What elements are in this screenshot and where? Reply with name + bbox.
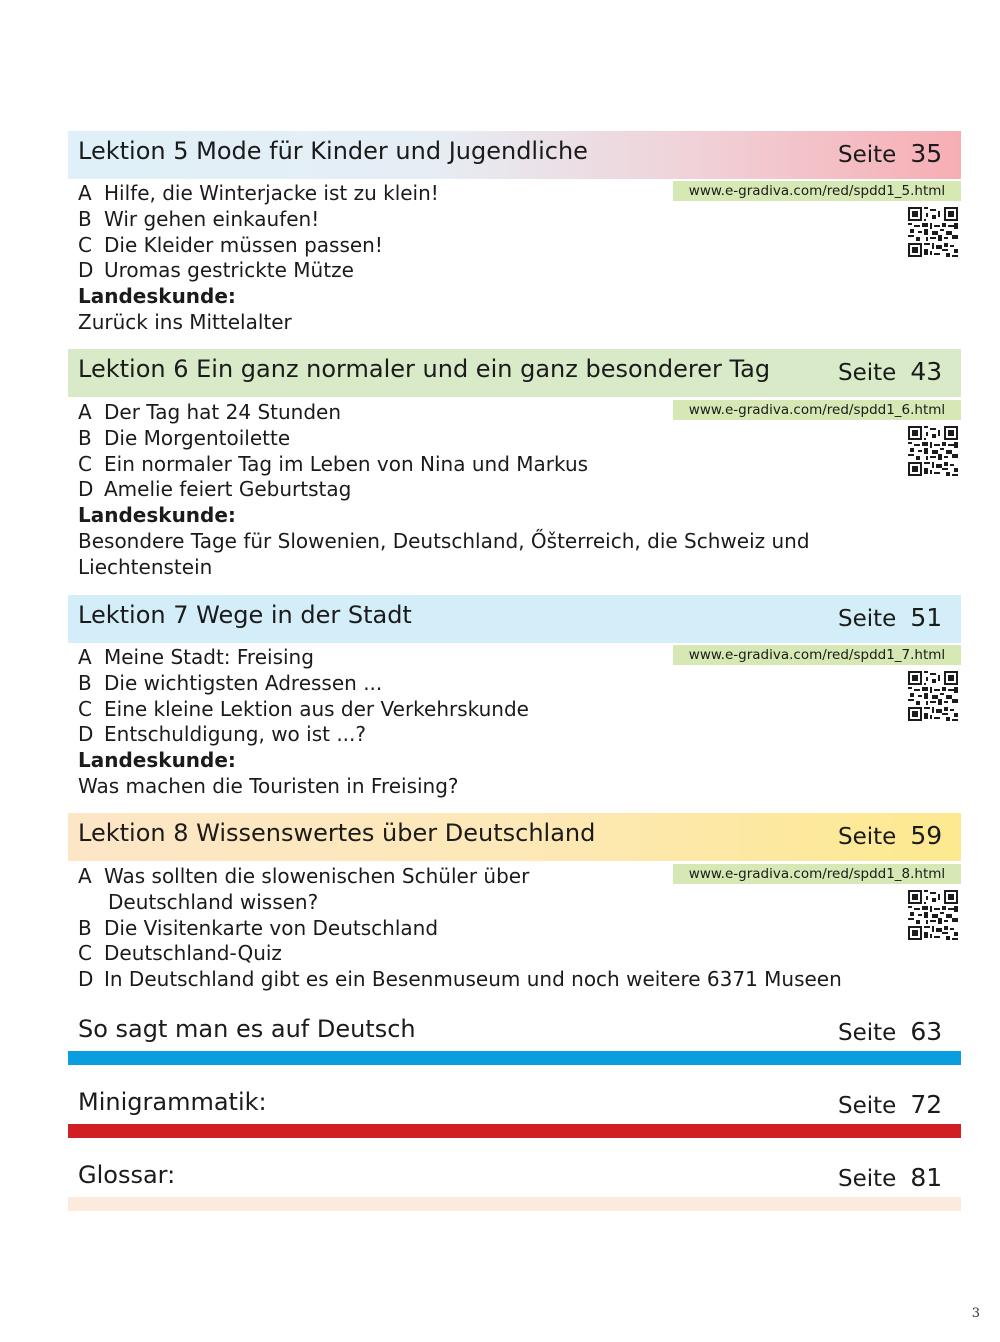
- lesson-5-link[interactable]: www.e-gradiva.com/red/spdd1_5.html: [673, 181, 961, 201]
- seite-label: Seite: [838, 1166, 897, 1192]
- list-item: A Was sollten die slowenischen Schüler über: [78, 864, 530, 888]
- page-number: 51: [910, 603, 943, 632]
- qr-code-icon[interactable]: [908, 207, 958, 257]
- lesson-7-header: [68, 595, 961, 643]
- list-item: A Meine Stadt: Freising: [78, 645, 314, 669]
- lesson-6-list: [78, 400, 838, 581]
- list-item: D Uromas gestrickte Mütze: [78, 258, 354, 283]
- page-number: 43: [910, 357, 943, 386]
- page-number: 72: [910, 1090, 943, 1119]
- section-bar: [68, 1124, 961, 1138]
- list-item: B Wir gehen einkaufen!: [78, 206, 320, 231]
- lesson-5-header: [68, 131, 961, 179]
- page-number: 35: [910, 139, 943, 168]
- section-grammar: [68, 1088, 961, 1138]
- section-title: So sagt man es auf Deutsch: [78, 1015, 416, 1043]
- list-item: C Eine kleine Lektion aus der Verkehrskunde: [78, 696, 529, 721]
- seite-label: Seite: [838, 142, 897, 168]
- seite-label: Seite: [838, 606, 897, 632]
- list-item: Deutschland wissen?: [108, 889, 319, 914]
- lesson-title: Lektion 7 Wege in der Stadt: [78, 601, 412, 629]
- landeskunde-label: Landeskunde:: [78, 503, 236, 528]
- lesson-8-link[interactable]: www.e-gradiva.com/red/spdd1_8.html: [673, 864, 961, 884]
- list-item: D In Deutschland gibt es ein Besenmuseum und noch weitere 6371 Museen: [78, 967, 842, 992]
- page-ref: [838, 1163, 942, 1192]
- page-number: 63: [910, 1017, 943, 1046]
- page-number-footer: 3: [971, 1306, 980, 1321]
- lesson-title: Lektion 6 Ein ganz normaler und ein ganz besonderer Tag: [78, 355, 771, 383]
- lesson-8-header: [68, 813, 961, 861]
- page-ref: [838, 1090, 942, 1119]
- page-number: 81: [910, 1163, 943, 1192]
- landeskunde-text: Was machen die Touristen in Freising?: [78, 773, 459, 798]
- page-ref: [838, 357, 942, 386]
- lesson-title: Lektion 8 Wissenswertes über Deutschland: [78, 819, 596, 847]
- seite-label: Seite: [838, 824, 897, 850]
- section-title: Glossar:: [78, 1161, 176, 1189]
- lesson-6-header: [68, 349, 961, 397]
- list-item: A Hilfe, die Winterjacke ist zu klein!: [78, 181, 439, 205]
- landeskunde-label: Landeskunde:: [78, 748, 236, 773]
- list-item: B Die Visitenkarte von Deutschland: [78, 915, 439, 940]
- list-item: C Ein normaler Tag im Leben von Nina und Markus: [78, 451, 589, 476]
- section-phrases: [68, 1015, 961, 1065]
- lesson-7-list: [78, 645, 529, 800]
- lesson-title: Lektion 5 Mode für Kinder und Jugendliche: [78, 137, 588, 165]
- page-ref: [838, 139, 942, 168]
- landeskunde-label: Landeskunde:: [78, 284, 236, 309]
- lesson-6-link[interactable]: www.e-gradiva.com/red/spdd1_6.html: [673, 400, 961, 420]
- seite-label: Seite: [838, 1020, 897, 1046]
- qr-code-icon[interactable]: [908, 671, 958, 721]
- seite-label: Seite: [838, 1093, 897, 1119]
- list-item: C Die Kleider müssen passen!: [78, 232, 383, 257]
- section-title: Minigrammatik:: [78, 1088, 267, 1116]
- page-number: 59: [910, 821, 943, 850]
- list-item: B Die Morgentoilette: [78, 425, 291, 450]
- landeskunde-text: Zurück ins Mittelalter: [78, 309, 292, 334]
- lesson-5-list: [78, 181, 439, 336]
- section-bar: [68, 1051, 961, 1065]
- landeskunde-text: Besondere Tage für Slowenien, Deutschland, Őšterreich, die Schweiz und Liechtenstein: [78, 528, 810, 579]
- lesson-8-list: [78, 864, 842, 993]
- list-item: B Die wichtigsten Adressen ...: [78, 670, 383, 695]
- list-item: D Amelie feiert Geburtstag: [78, 477, 352, 502]
- section-bar: [68, 1197, 961, 1211]
- list-item: C Deutschland-Quiz: [78, 941, 282, 966]
- list-item: A Der Tag hat 24 Stunden: [78, 400, 342, 424]
- seite-label: Seite: [838, 360, 897, 386]
- section-glossary: [68, 1161, 961, 1211]
- qr-code-icon[interactable]: [908, 890, 958, 940]
- page-ref: [838, 1017, 942, 1046]
- list-item: D Entschuldigung, wo ist ...?: [78, 722, 367, 747]
- page-ref: [838, 603, 942, 632]
- lesson-7-link[interactable]: www.e-gradiva.com/red/spdd1_7.html: [673, 645, 961, 665]
- qr-code-icon[interactable]: [908, 426, 958, 476]
- page-ref: [838, 821, 942, 850]
